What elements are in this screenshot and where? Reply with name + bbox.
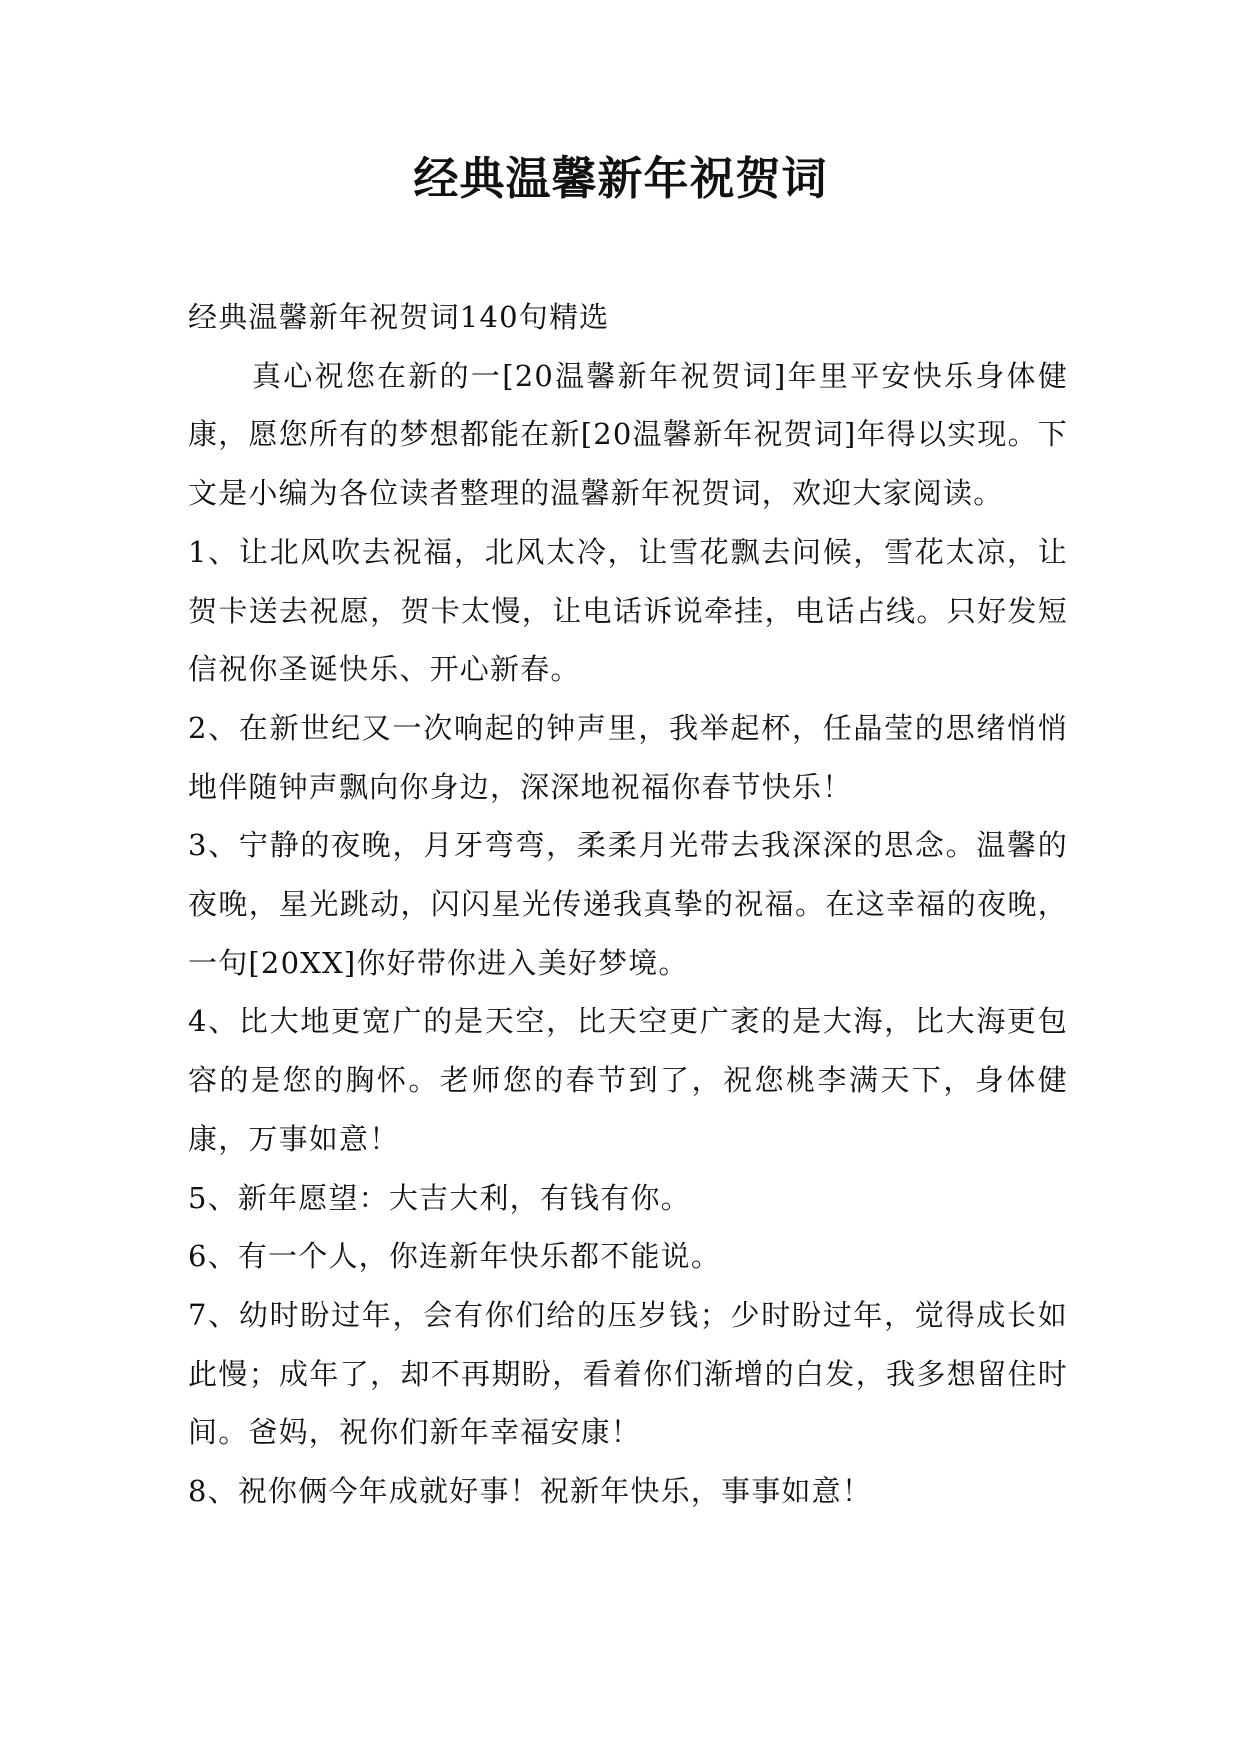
greeting-item-4: 4、比大地更宽广的是天空，比天空更广袤的是大海，比大海更包容的是您的胸怀。老师您的春节到了，祝您桃李满天下，身体健康，万事如意！ (188, 1004, 1068, 1156)
greeting-item-3: 3、宁静的夜晚，月牙弯弯，柔柔月光带去我深深的思念。温馨的夜晚，星光跳动，闪闪星光传递我真挚的祝福。在这幸福的夜晚，一句[20XX]你好带你进入美好梦境。 (188, 828, 1068, 980)
greeting-item-1: 1、让北风吹去祝福，北风太冷，让雪花飘去问候，雪花太凉，让贺卡送去祝愿，贺卡太慢，让电话诉说牵挂，电话占线。只好发短信祝你圣诞快乐、开心新春。 (188, 534, 1068, 687)
document-body (188, 288, 1068, 1521)
document-title: 经典温馨新年祝贺词 (413, 152, 828, 205)
greeting-item-7: 7、幼时盼过年，会有你们给的压岁钱；少时盼过年，觉得成长如此慢；成年了，却不再期盼，看着你们渐增的白发，我多想留住时间。爸妈，祝你们新年幸福安康！ (188, 1297, 1068, 1450)
greeting-item-6: 6、有一个人，你连新年快乐都不能说。 (188, 1239, 722, 1274)
intro-paragraph: 真心祝您在新的一[20温馨新年祝贺词]年里平安快乐身体健康，愿您所有的梦想都能在新[20温馨新年祝贺词]年得以实现。下文是小编为各位读者整理的温馨新年祝贺词，欢迎大家阅读。 (188, 358, 1068, 511)
greeting-item-8: 8、祝你俩今年成就好事！祝新年快乐，事事如意！ (188, 1474, 873, 1509)
greeting-item-2: 2、在新世纪又一次响起的钟声里，我举起杯，任晶莹的思绪悄悄地伴随钟声飘向你身边，深深地祝福你春节快乐！ (188, 710, 1068, 804)
document-subtitle: 经典温馨新年祝贺词140句精选 (188, 300, 610, 334)
greeting-item-5: 5、新年愿望：大吉大利，有钱有你。 (188, 1180, 691, 1215)
